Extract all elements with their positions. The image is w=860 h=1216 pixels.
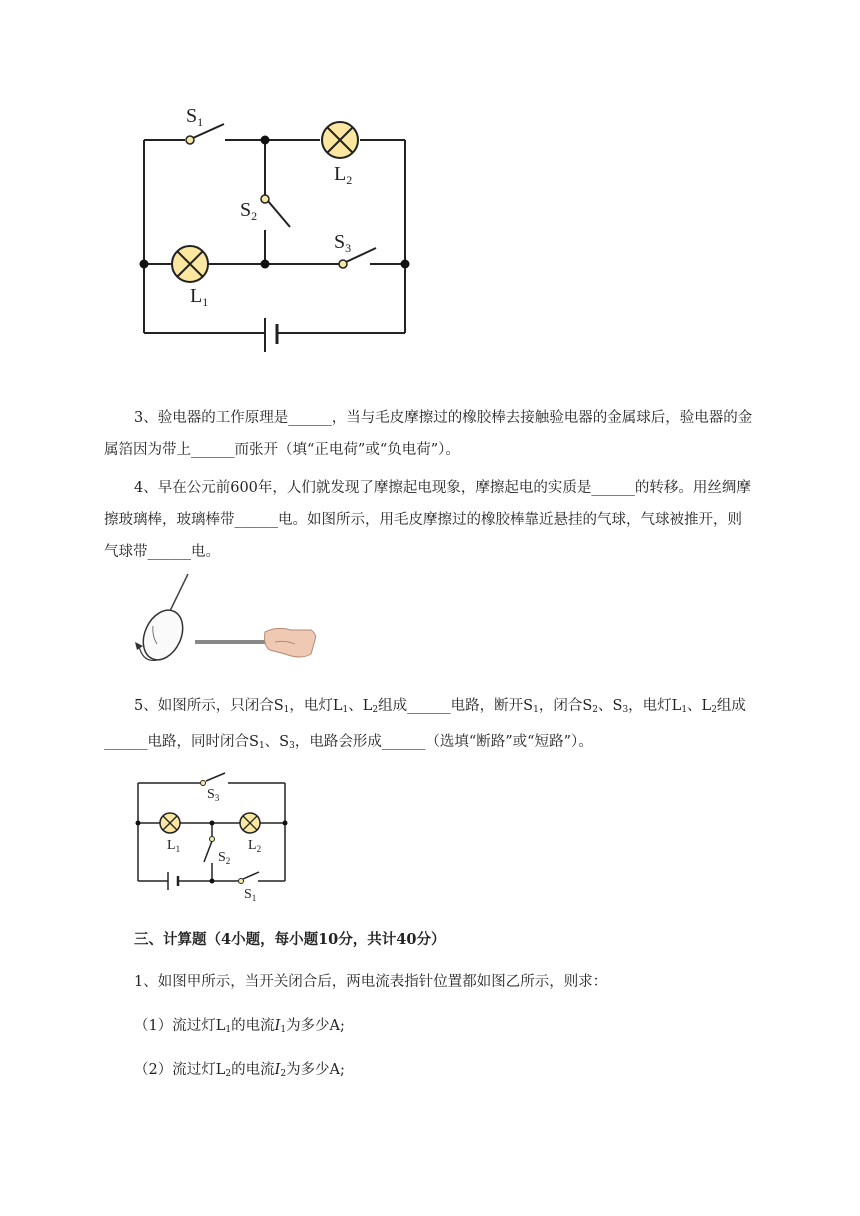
calc1-intro: 1、如图甲所示，当开关闭合后，两电流表指针位置都如图乙所示，则求：: [134, 974, 608, 990]
svg-text:S3: $S_3$: [334, 231, 352, 255]
svg-text:S3: $S_3$: [207, 787, 220, 803]
svg-text:L1: $L_1$: [190, 285, 209, 309]
question-3: [104, 402, 804, 466]
svg-text:S1: $S_1$: [186, 105, 204, 129]
q4-line2: 擦玻璃棒，玻璃棒带______电。如图所示，用毛皮摩擦过的橡胶棒靠近悬挂的气球，气球被推开，则: [104, 512, 742, 528]
q5-line1: 5、如图所示，只闭合$S_1$，电灯$L_1$、$L_2$组成______电路，断开$S_1$，闭合$S_2$、$S_3$，电灯$L_1$、$L_2$组成: [134, 698, 746, 715]
q5-line2: ______电路，同时闭合$S_1$、$S_3$，电路会形成______（选填“断路”或“短路”）。: [104, 734, 593, 751]
hand-icon: [265, 628, 316, 657]
calc-question-1: [134, 966, 834, 998]
label-s3: S: [334, 231, 346, 253]
q3-line2: 属箔因为带上______而张开（填“正电荷”或“负电荷”）。: [104, 442, 460, 458]
svg-text:S1: $S_1$: [244, 887, 257, 903]
circuit-diagram-2: [128, 768, 298, 903]
svg-text:S2: $S_2$: [218, 850, 231, 866]
svg-text:L2: $L_2$: [334, 163, 353, 187]
switch-s2-contact: [261, 195, 269, 203]
q4-line1: 4、早在公元前600年，人们就发现了摩擦起电现象，摩擦起电的实质是______的转移。用丝绸摩: [134, 480, 751, 496]
label-l1: L: [190, 285, 203, 307]
section-3-heading: 三、计算题（4小题，每小题10分，共计40分）: [134, 931, 446, 948]
svg-text:L1: $L_1$: [167, 838, 181, 854]
question-5: [104, 690, 804, 762]
calc1-sub1: （1）流过灯$L_1$的电流$I_1$为多少A;: [134, 1018, 345, 1035]
label-l2: L: [334, 163, 347, 185]
balloon-rod-figure: [125, 568, 325, 673]
label-s2: S: [240, 199, 252, 221]
q4-line3: 气球带______电。: [104, 544, 220, 560]
label-s1: S: [186, 105, 198, 127]
q3-line1: 3、验电器的工作原理是______，当与毛皮摩擦过的橡胶棒去接触验电器的金属球后，验电器的金: [134, 410, 753, 426]
switch-s1-contact: [186, 136, 194, 144]
lamp-l2-small: [240, 813, 260, 833]
lamp-l2: [322, 122, 358, 158]
lamp-l1-small: [160, 813, 180, 833]
circuit-diagram-1: [120, 100, 430, 360]
question-4: [104, 472, 804, 568]
lamp-l1: [172, 246, 208, 282]
switch-s3-contact: [339, 260, 347, 268]
calc1-sub2: （2）流过灯$L_2$的电流$I_2$为多少A;: [134, 1062, 345, 1079]
svg-text:L2: $L_2$: [248, 838, 262, 854]
svg-text:S2: $S_2$: [240, 199, 258, 223]
